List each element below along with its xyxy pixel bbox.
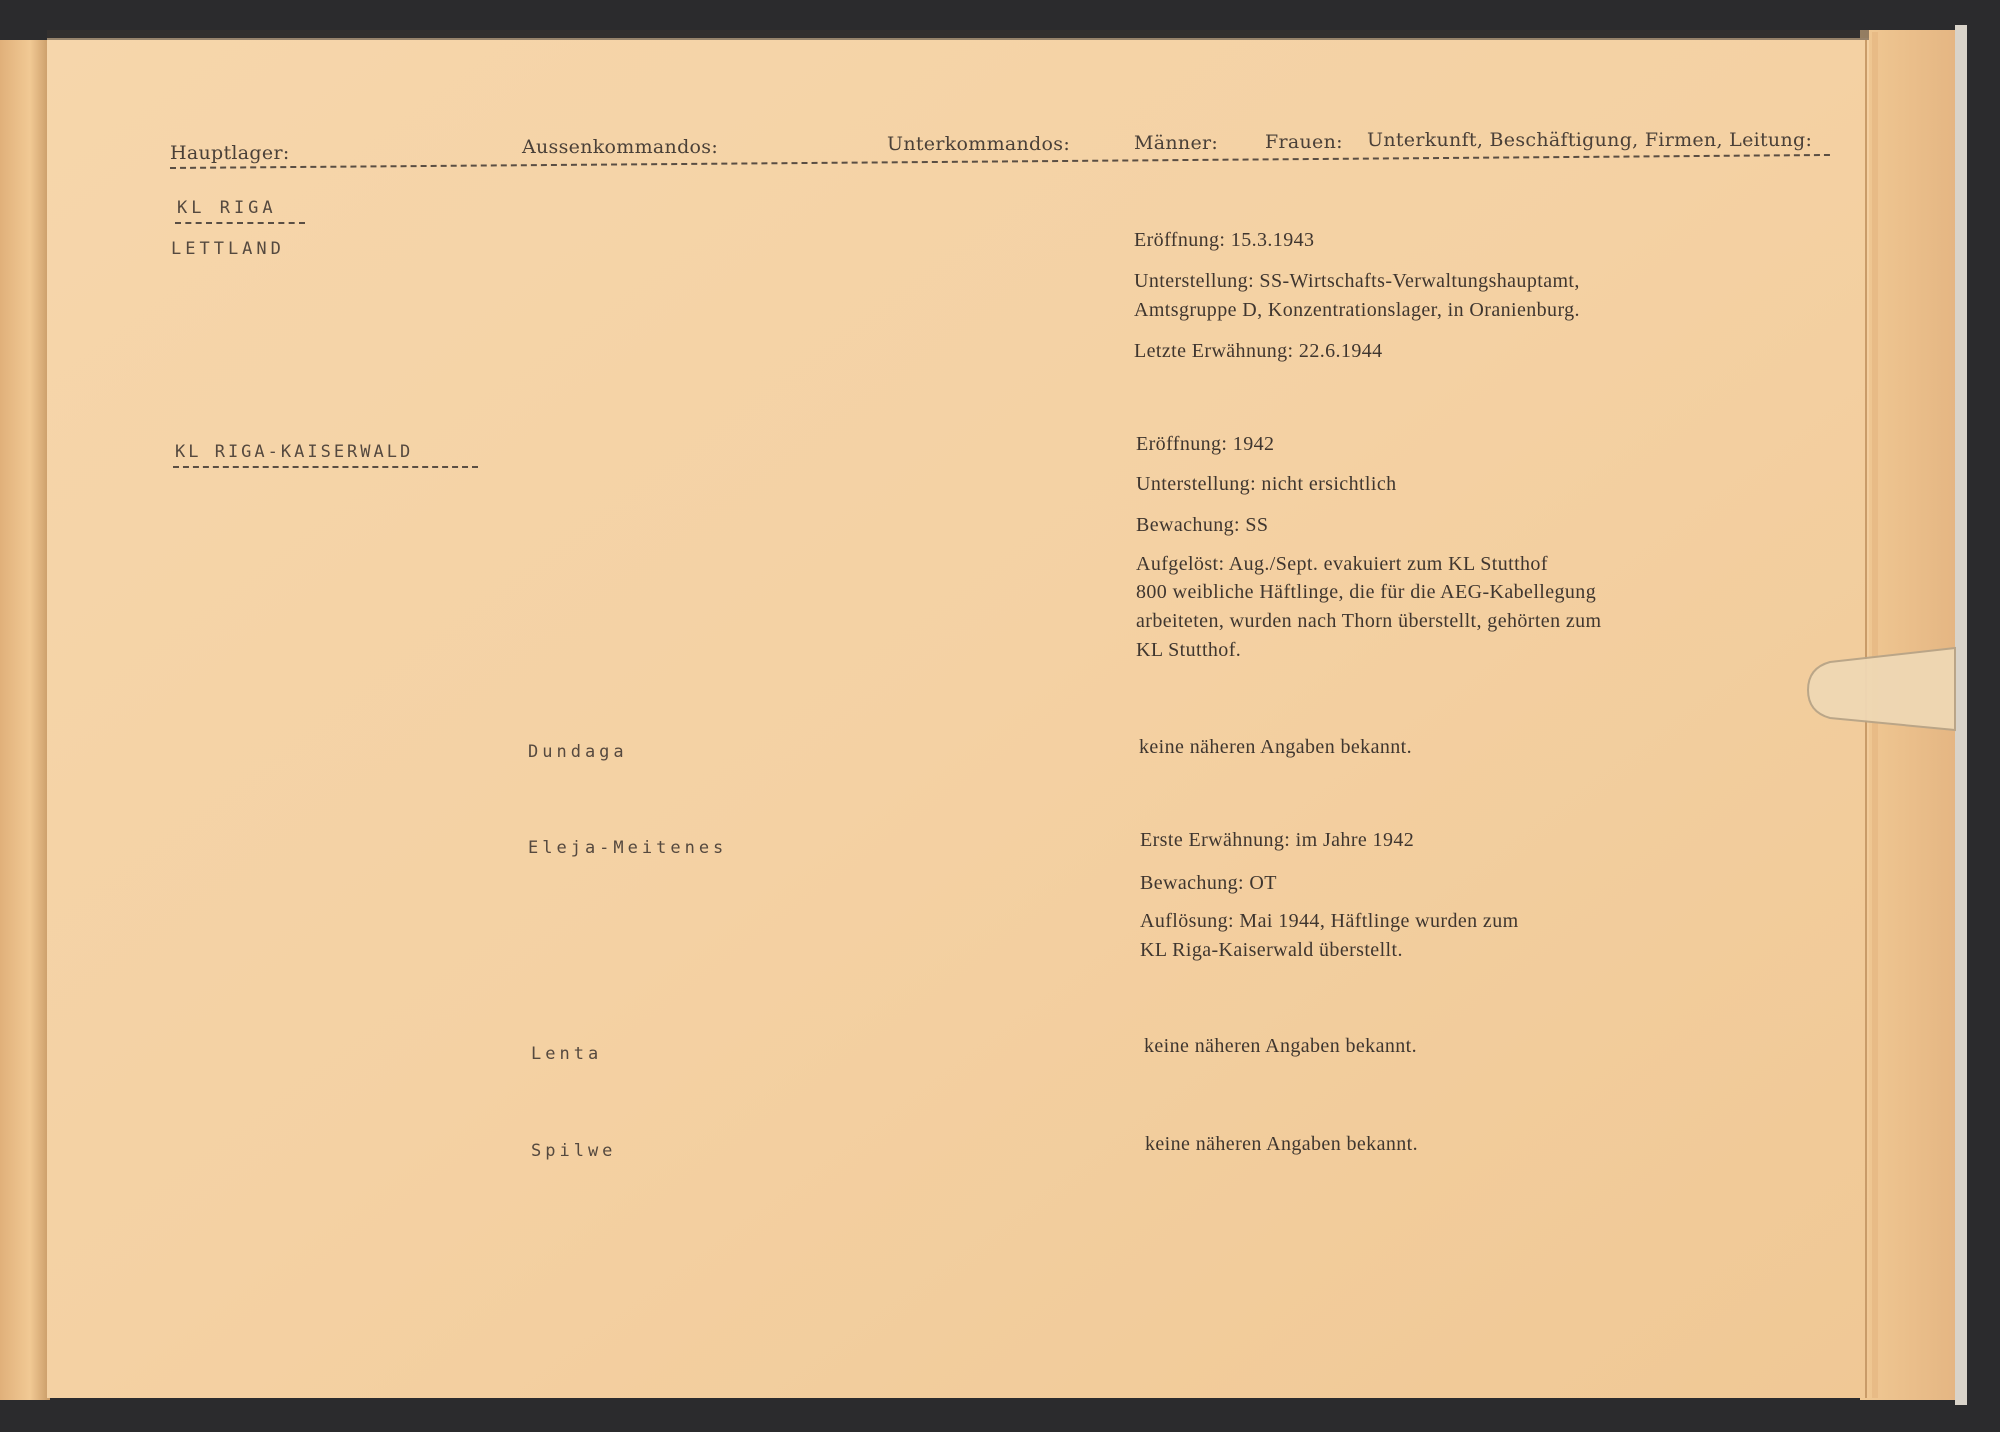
info-line: 800 weibliche Häftlinge, die für die AEG-Kabellegung [1136, 581, 1597, 603]
info-line: KL Riga-Kaiserwald überstellt. [1140, 939, 1403, 961]
info-line: Eröffnung: 1942 [1136, 433, 1275, 455]
info-line: Unterstellung: nicht ersichtlich [1136, 473, 1397, 495]
header-underline [170, 154, 1830, 169]
info-line: Aufgelöst: Aug./Sept. evakuiert zum KL Stutthof [1136, 553, 1548, 575]
info-line: Erste Erwähnung: im Jahre 1942 [1140, 829, 1415, 851]
info-line: keine näheren Angaben bekannt. [1139, 736, 1413, 758]
camp-name-underline [173, 466, 478, 468]
info-line: keine näheren Angaben bekannt. [1144, 1035, 1418, 1057]
header-aussenkommandos: Aussenkommandos: [522, 136, 719, 158]
header-maenner: Männer: [1134, 132, 1219, 154]
info-line: Eröffnung: 15.3.1943 [1134, 229, 1315, 251]
aussenkommando-name: Eleja-Meitenes [528, 838, 728, 858]
info-line: arbeiteten, wurden nach Thorn überstellt, gehörten zum [1136, 610, 1602, 632]
header-hauptlager: Hauptlager: [170, 142, 290, 164]
document-page [47, 38, 1867, 1398]
info-line: Bewachung: OT [1140, 872, 1277, 894]
header-unterkunft: Unterkunft, Beschäftigung, Firmen, Leitung: [1367, 129, 1813, 151]
info-line: KL Stutthof. [1136, 639, 1242, 661]
info-line: Auflösung: Mai 1944, Häftlinge wurden zum [1140, 910, 1519, 932]
info-line: Amtsgruppe D, Konzentrationslager, in Oranienburg. [1134, 299, 1580, 321]
aussenkommando-name: Spilwe [531, 1141, 617, 1161]
info-line: Unterstellung: SS-Wirtschafts-Verwaltungshauptamt, [1134, 270, 1580, 292]
info-line: Letzte Erwähnung: 22.6.1944 [1134, 340, 1383, 362]
header-unterkommandos: Unterkommandos: [887, 133, 1071, 155]
aussenkommando-name: Lenta [531, 1044, 603, 1064]
info-line: keine näheren Angaben bekannt. [1145, 1133, 1419, 1155]
camp-name: KL RIGA-KAISERWALD [175, 442, 414, 462]
header-frauen: Frauen: [1265, 131, 1343, 153]
aussenkommando-name: Dundaga [528, 742, 628, 762]
camp-region: LETTLAND [171, 239, 285, 259]
info-line: Bewachung: SS [1136, 514, 1269, 536]
camp-name: KL RIGA [177, 198, 277, 218]
camp-name-underline [175, 222, 305, 224]
